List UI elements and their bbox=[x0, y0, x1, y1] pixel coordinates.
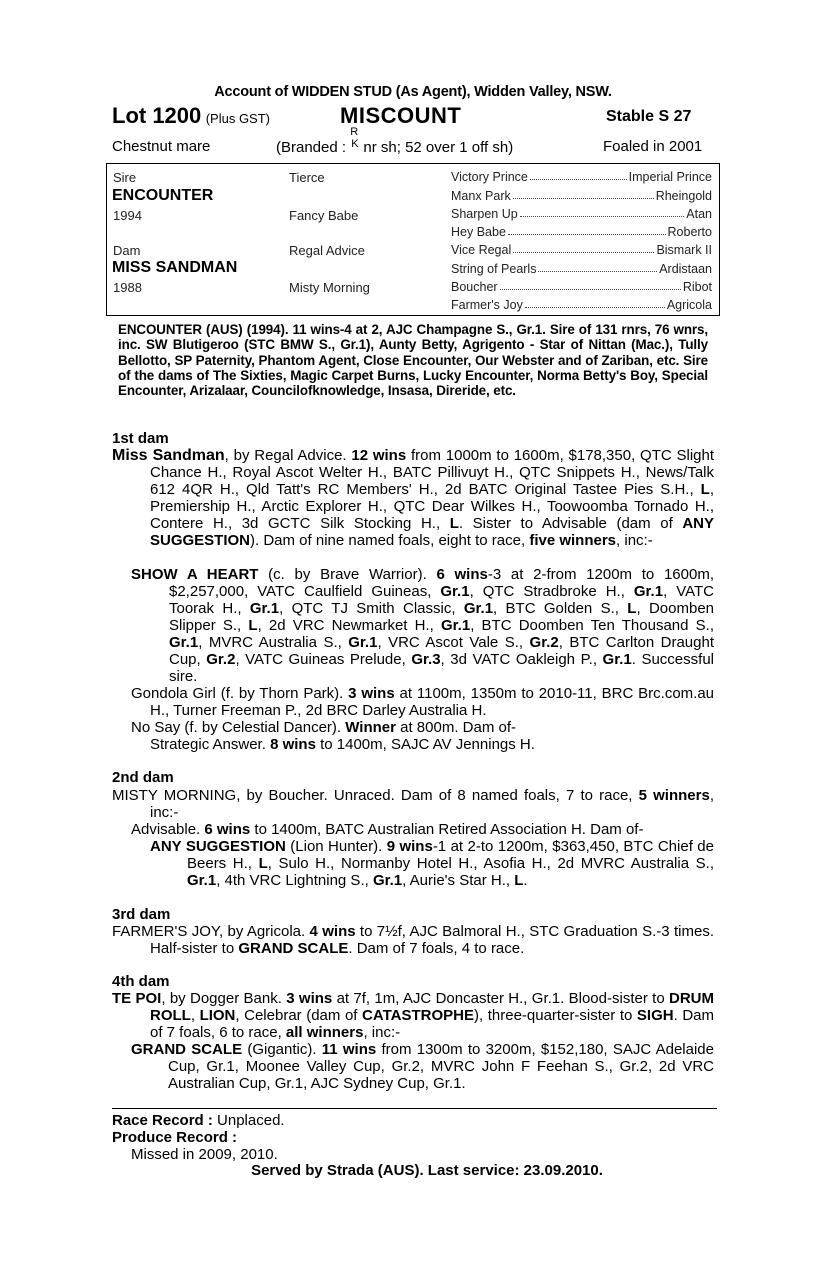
gen3-left: String of Pearls bbox=[451, 262, 537, 276]
progeny-no-say bbox=[131, 719, 714, 736]
text: , by Dogger Bank. bbox=[161, 990, 287, 1007]
wins: 6 wins bbox=[204, 821, 251, 838]
gen3-right: Agricola bbox=[666, 298, 712, 312]
gen3-left: Vice Regal bbox=[451, 243, 512, 257]
text: , 4th VRC Lightning S., bbox=[216, 872, 373, 889]
gen3-row bbox=[451, 170, 712, 184]
progeny-grand-scale bbox=[131, 1041, 714, 1092]
gen3-right: Ribot bbox=[682, 280, 712, 294]
text: , inc:- bbox=[363, 1024, 401, 1041]
service-note: Served by Strada (AUS). Last service: 23.09.2010. bbox=[251, 1162, 603, 1179]
listed-badge: L bbox=[514, 872, 524, 889]
winners-count: all winners bbox=[285, 1024, 364, 1041]
dam-name: TE POI bbox=[112, 990, 162, 1007]
winner: Winner bbox=[345, 719, 396, 736]
brand-suffix: nr sh; 52 over 1 off sh) bbox=[363, 139, 514, 156]
listed-badge: L bbox=[258, 855, 268, 872]
grade-badge: Gr.1 bbox=[187, 872, 217, 889]
text: from 1000m to 1600m, $178,350, QTC Slight Chance H., Royal Ascot Welter H., BATC Pillivuyt H., QTC Snippets H., News/Talk 612 4QR H., Qld Tatt's RC Members' H., 2d BATC Original Tastee Pies S.H., bbox=[150, 447, 715, 498]
fourth-dam-text bbox=[112, 990, 714, 1041]
listed-badge: L bbox=[627, 600, 637, 617]
text: , Celebrar (dam of bbox=[235, 1007, 363, 1024]
race-record-value: Unplaced. bbox=[212, 1112, 285, 1129]
text: . Successful sire. bbox=[169, 651, 714, 685]
produce-record-value: Missed in 2009, 2010. bbox=[131, 1146, 278, 1163]
fourth-dam-heading: 4th dam bbox=[112, 973, 170, 990]
horse-link: CATASTROPHE bbox=[362, 1007, 474, 1024]
wins: 4 wins bbox=[309, 923, 356, 940]
wins: 3 wins bbox=[286, 990, 333, 1007]
third-dam-text bbox=[112, 923, 714, 957]
brand-prefix: (Branded : bbox=[276, 139, 347, 156]
grade-badge: Gr.2 bbox=[529, 634, 559, 651]
grade-badge: Gr.1 bbox=[463, 600, 494, 617]
text: ), three-quarter-sister to bbox=[474, 1007, 637, 1024]
grade-badge: Gr.1 bbox=[440, 583, 470, 600]
first-dam-text bbox=[112, 447, 714, 549]
grade-badge: Gr.1 bbox=[169, 634, 199, 651]
stable-location: Stable S 27 bbox=[606, 108, 692, 125]
text: at 800m. Dam of- bbox=[395, 719, 516, 736]
sire-year: 1994 bbox=[113, 208, 142, 223]
wins: 11 wins bbox=[321, 1041, 377, 1058]
brand-mark bbox=[350, 126, 359, 152]
produce-record-label: Produce Record : bbox=[112, 1129, 238, 1146]
dam-year: 1988 bbox=[113, 280, 142, 295]
listed-badge: L bbox=[700, 481, 710, 498]
grandsire-maternal: Regal Advice bbox=[289, 243, 365, 258]
listed-badge: L bbox=[248, 617, 258, 634]
text: (Lion Hunter). bbox=[285, 838, 387, 855]
granddam-paternal: Fancy Babe bbox=[289, 208, 359, 223]
text: to 7½f, AJC Balmoral H., STC Graduation S.-3 times. Half-sister to bbox=[150, 923, 714, 957]
wins: 8 wins bbox=[270, 736, 316, 753]
text: -3 at 2-from 1200m to 1600m, $2,257,000, VATC Caulfield Guineas, bbox=[169, 566, 714, 600]
foaled-year: Foaled in 2001 bbox=[603, 138, 703, 155]
text: , QTC Stradbroke H., bbox=[469, 583, 634, 600]
text: No Say (f. by Celestial Dancer). bbox=[131, 719, 346, 736]
gen3-left: Hey Babe bbox=[451, 225, 506, 239]
dam-name: Miss Sandman bbox=[112, 447, 225, 464]
sire-label: Sire bbox=[113, 170, 137, 185]
plus-gst: (Plus GST) bbox=[205, 111, 271, 126]
gen3-row bbox=[451, 225, 712, 239]
text: Strategic Answer. bbox=[150, 736, 271, 753]
race-record-label: Race Record : bbox=[112, 1112, 213, 1129]
second-dam-heading: 2nd dam bbox=[112, 769, 174, 786]
gen3-row bbox=[451, 262, 712, 276]
gen3-right: Ardistaan bbox=[659, 262, 712, 276]
grade-badge: Gr.3 bbox=[411, 651, 441, 668]
grade-badge: Gr.1 bbox=[602, 651, 632, 668]
gen3-left: Boucher bbox=[451, 280, 498, 294]
gen3-left: Farmer's Joy bbox=[451, 298, 523, 312]
vendor-text: Account of WIDDEN STUD (As Agent), Widden Valley, NSW. bbox=[214, 84, 612, 100]
gen3-left: Sharpen Up bbox=[451, 207, 518, 221]
text: , VRC Ascot Vale S., bbox=[377, 634, 530, 651]
text: , MVRC Australia S., bbox=[198, 634, 349, 651]
progeny-show-a-heart bbox=[131, 566, 714, 685]
third-dam-heading: 3rd dam bbox=[112, 906, 171, 923]
grandsire-paternal: Tierce bbox=[289, 170, 325, 185]
text: -1 at 2-to 1200m, $363,450, BTC Chief de Beers H., bbox=[187, 838, 714, 872]
listed-badge: L bbox=[449, 515, 459, 532]
text: , 3d VATC Oakleigh P., bbox=[440, 651, 603, 668]
brand-top: R bbox=[350, 126, 359, 138]
wins: 12 wins bbox=[351, 447, 407, 464]
winners-count: 5 winners bbox=[638, 787, 710, 804]
sire-summary: ENCOUNTER (AUS) (1994). 11 wins-4 at 2, AJC Champagne S., Gr.1. Sire of 131 rnrs, 76 wnrs, inc. SW Blutigeroo (STC BMW S., Gr.1), Aunty Betty, Agrigento - Star of Nittan (Mac.), Tully Bellotto, SP Paternity, Phantom Agent, Close Encounter, Our Webster and of Zariban, etc. Sire of the dams of The Sixties, Magic Carpet Burns, Lucky Encounter, Norma Betty's Boy, Special Encounter, Arizalaar, Councilofknowledge, Insasa, Direride, etc. bbox=[118, 322, 708, 399]
horse-name: GRAND SCALE bbox=[131, 1041, 243, 1058]
text: . bbox=[523, 872, 528, 889]
brand-bottom: K bbox=[351, 138, 359, 150]
text: . Dam of 7 foals, 6 to race, bbox=[150, 1007, 714, 1041]
progeny-gondola-girl bbox=[131, 685, 714, 719]
text: , BTC Doomben Ten Thousand S., bbox=[470, 617, 714, 634]
text: , VATC Guineas Prelude, bbox=[235, 651, 412, 668]
horse-name: ANY SUGGESTION bbox=[150, 838, 286, 855]
grade-badge: Gr.1 bbox=[348, 634, 378, 651]
text: ). Dam of nine named foals, eight to race, bbox=[250, 532, 530, 549]
vendor-line bbox=[112, 84, 714, 100]
text: , VATC Toorak H., bbox=[169, 583, 714, 617]
gen3-row bbox=[451, 280, 712, 294]
wins: 6 wins bbox=[436, 566, 488, 583]
second-dam-text bbox=[112, 787, 714, 821]
text: , Doomben Slipper S., bbox=[169, 600, 715, 634]
text: at 1100m, 1350m to 2010-11, BRC Brc.com.au H., Turner Freeman P., 2d BRC Darley Australia H. bbox=[150, 685, 715, 719]
gen3-right: Rheingold bbox=[655, 189, 712, 203]
grade-badge: Gr.1 bbox=[372, 872, 403, 889]
text: , Premiership H., Arctic Explorer H., QTC Dear Wilkes H., Toowoomba Tornado H., Contere H., 3d GCTC Silk Stocking H., bbox=[150, 481, 714, 532]
gen3-right: Atan bbox=[686, 207, 712, 221]
text: Advisable. bbox=[131, 821, 205, 838]
grade-badge: Gr.1 bbox=[249, 600, 280, 617]
text: , inc:- bbox=[616, 532, 653, 549]
grade-badge: Gr.1 bbox=[633, 583, 664, 600]
lot-number bbox=[112, 103, 270, 129]
dam-label: Dam bbox=[113, 243, 141, 258]
text: (c. by Brave Warrior). bbox=[258, 566, 437, 583]
text: , BTC Golden S., bbox=[493, 600, 628, 617]
text: . Sister to Advisable (dam of bbox=[458, 515, 683, 532]
text: , QTC TJ Smith Classic, bbox=[279, 600, 464, 617]
wins: 9 wins bbox=[386, 838, 433, 855]
grade-badge: Gr.2 bbox=[206, 651, 236, 668]
brand-info bbox=[276, 126, 514, 156]
text: from 1300m to 3200m, $152,180, SAJC Adelaide Cup, Gr.1, Moonee Valley Cup, Gr.2, MVRC John F Feehan S., Gr.2, 2d VRC Australian Cup, Gr.1, AJC Sydney Cup, Gr.1. bbox=[168, 1041, 714, 1092]
gen3-row bbox=[451, 189, 712, 203]
gen3-row bbox=[451, 298, 712, 312]
text: to 1400m, SAJC AV Jennings H. bbox=[315, 736, 535, 753]
gen3-right: Roberto bbox=[667, 225, 712, 239]
text: , BTC Carlton Draught Cup, bbox=[169, 634, 714, 668]
winners-count: five winners bbox=[529, 532, 617, 549]
gen3-right: Imperial Prince bbox=[628, 170, 712, 184]
gen3-row bbox=[451, 207, 712, 221]
gen3-left: Victory Prince bbox=[451, 170, 528, 184]
text: at 7f, 1m, AJC Doncaster H., Gr.1. Blood-sister to bbox=[332, 990, 669, 1007]
horse-name: SHOW A HEART bbox=[131, 566, 259, 583]
text: , Sulo H., Normanby Hotel H., Asofia H., 2d MVRC Australia S., bbox=[267, 855, 715, 872]
granddam-maternal: Misty Morning bbox=[289, 280, 370, 295]
horse-link: ANY SUGGESTION bbox=[150, 515, 714, 549]
gen3-right: Bismark II bbox=[656, 243, 712, 257]
footer-divider bbox=[112, 1108, 717, 1109]
progeny-any-suggestion bbox=[150, 838, 714, 889]
text: Gondola Girl (f. by Thorn Park). bbox=[131, 685, 349, 702]
gen3-left: Manx Park bbox=[451, 189, 511, 203]
gen3-row bbox=[451, 243, 712, 257]
text: to 1400m, BATC Australian Retired Association H. Dam of- bbox=[250, 821, 644, 838]
horse-link: LION bbox=[199, 1007, 236, 1024]
text: , Aurie's Star H., bbox=[402, 872, 515, 889]
wins: 3 wins bbox=[348, 685, 395, 702]
lot-label: Lot 1200 bbox=[112, 103, 202, 128]
horse-name: MISCOUNT bbox=[340, 103, 462, 128]
grade-badge: Gr.1 bbox=[441, 617, 471, 634]
sire-name: ENCOUNTER bbox=[112, 187, 214, 204]
first-dam-heading: 1st dam bbox=[112, 430, 169, 447]
horse-link: GRAND SCALE bbox=[238, 940, 349, 957]
text: MISTY MORNING, by Boucher. Unraced. Dam of 8 named foals, 7 to race, bbox=[112, 787, 639, 804]
color-sex: Chestnut mare bbox=[112, 138, 211, 155]
progeny-advisable bbox=[131, 821, 714, 838]
horse-link: DRUM ROLL bbox=[150, 990, 714, 1024]
race-record bbox=[112, 1112, 285, 1129]
dam-name: MISS SANDMAN bbox=[112, 259, 238, 276]
text: , 2d VRC Newmarket H., bbox=[257, 617, 441, 634]
text: , bbox=[190, 1007, 200, 1024]
text: , inc:- bbox=[150, 787, 714, 821]
horse-link: SIGH bbox=[636, 1007, 674, 1024]
text: . Dam of 7 foals, 4 to race. bbox=[348, 940, 525, 957]
progeny-strategic-answer bbox=[150, 736, 714, 753]
text: FARMER'S JOY, by Agricola. bbox=[112, 923, 310, 940]
text: (Gigantic). bbox=[242, 1041, 322, 1058]
text: , by Regal Advice. bbox=[224, 447, 352, 464]
